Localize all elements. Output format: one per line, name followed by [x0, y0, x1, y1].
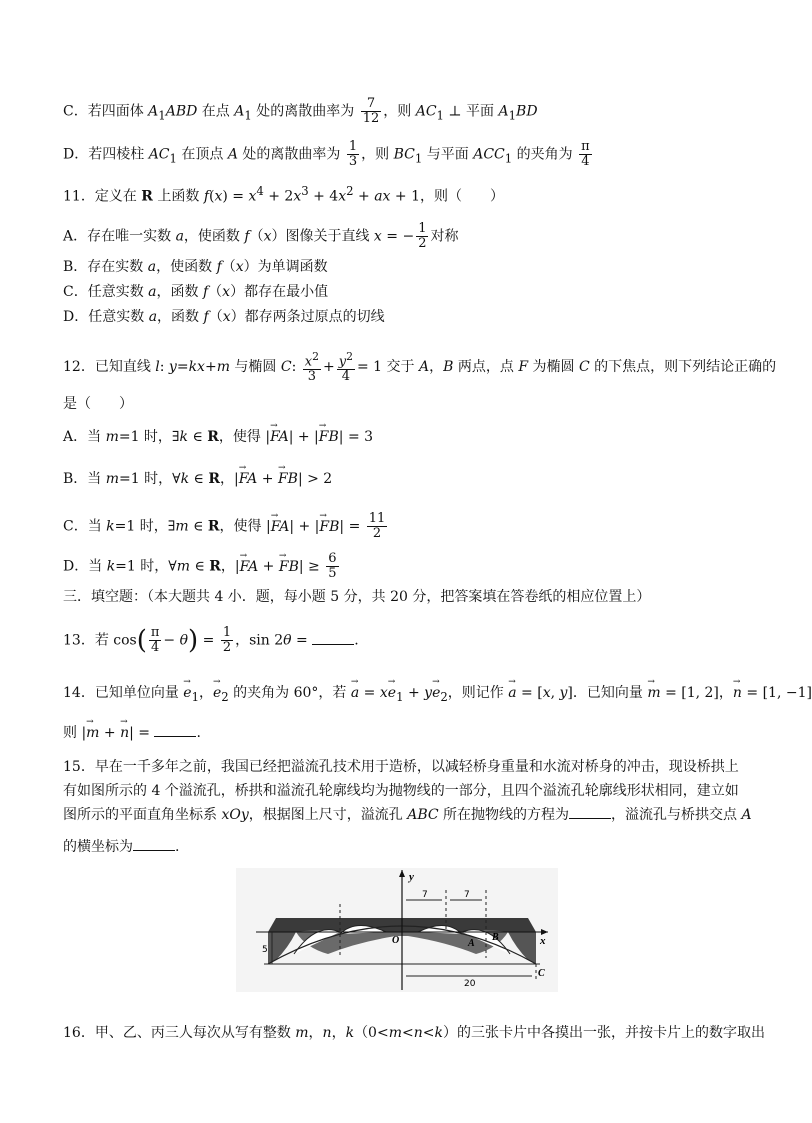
label-o: O [392, 935, 400, 946]
q14-cont: 则 |→ m + → n| = . [63, 724, 201, 742]
q12-option-a: A．当 m=1 时，∃k ∈ R，使得 |→ FA| + |→ FB| = 3 [63, 428, 373, 446]
q11-stem: 11．定义在 R 上函数 $f(x) = x^4 + 2x^3 + 4x^2$ + ax + 1，则（ ） [63, 184, 504, 205]
bridge-figure [236, 868, 558, 992]
q15-line-3: 图所示的平面直角坐标系 xOy，根据图上尺寸，溢流孔 ABC 所在抛物线的方程为 ，溢流孔与桥拱交点 A [63, 807, 752, 823]
q12-stem-cont: 是（ ） [63, 396, 133, 412]
q11-option-c: C．任意实数 a，函数 f（x）都存在最小值 [63, 284, 329, 300]
q11-option-b: B．存在实数 a，使函数 f（x）为单调函数 [63, 259, 328, 275]
q10-option-d: D．若四棱柱 $AC_1$ 在顶点 A 处的离散曲率为 $\frac{1}{3}$ ，则 $BC_1$ 与平面 $ACC_1$ 的夹角为 $\frac{\pi}{4}$ [63, 139, 590, 169]
label-b: B [492, 932, 499, 943]
q11-option-a: A．存在唯一实数 a，使函数 f（x）图像关于直线 x = − $\frac{1}{2}$ 对称 [63, 221, 459, 251]
label-dim-20: 20 [464, 979, 476, 989]
section-3-heading: 三．填空题：（本大题共 4 小．题，每小题 5 分，共 20 分，把答案填在答卷纸的相应位置上） [63, 589, 651, 605]
label-y: y [409, 871, 414, 883]
q15-line-4: 的横坐标为 . [63, 839, 180, 855]
label-a: A [468, 938, 475, 949]
q12-option-d: D．当 k=1 时，∀m ∈ R，|→ FA + → FB| ≥ $\frac{6}{5}$ [63, 552, 341, 581]
q15-line-1: 15．早在一千多年之前，我国已经把溢流孔技术用于造桥，以减轻桥身重量和水流对桥身的冲击，现设桥拱上 [63, 759, 739, 775]
q11-option-d: D．任意实数 a，函数 f（x）都存两条过原点的切线 [63, 309, 385, 325]
q12-stem: 12．已知直线 l: y=kx+m 与椭圆 C: $\frac{x^2}{3}$ + $\frac{y^2}{4}$ = 1 交于 A，B 两点，点 F 为椭圆 C 的下焦点，则下列结论正确的 [63, 350, 777, 385]
label-dim-5: 5 [262, 945, 268, 955]
q15-line-2: 有如图所示的 4 个溢流孔，桥拱和溢流孔轮廓线均为抛物线的一部分，且四个溢流孔轮廓线形状相同，建立如 [63, 783, 739, 799]
q12-option-b: B．当 m=1 时，∀k ∈ R，|→ FA + → FB| > 2 [63, 470, 332, 488]
label-c: C [538, 968, 545, 979]
label-dim-7b: 7 [464, 890, 470, 900]
q14: 14．已知单位向量 → $e_1$，→ $e_2$ 的夹角为 60°，若 → $a = x\to e_1 + y\to e_2$，则记作 → a = [x, y]．已知向量 → m = [1, 2]，→ n = [1, −1] [63, 684, 812, 706]
label-dim-7a: 7 [422, 890, 428, 900]
q16: 16．甲、乙、丙三人每次从写有整数 m，n，k（0<m<n<k）的三张卡片中各摸出一张，并按卡片上的数字取出 [63, 1025, 765, 1041]
q12-option-c: C．当 k=1 时，∃m ∈ R，使得 |→ FA| + |→ FB| = $\frac{11}{2}$ [63, 512, 389, 541]
q13: 13．若 cos( $\frac{\pi}{4}$ − θ) = $\frac{1}{2}$ ，sin 2θ = . [63, 625, 359, 656]
label-x: x [540, 935, 546, 947]
q10-option-c: C．若四面体 $A_1ABD$ 在点 $A_1$ 处的离散曲率为 $\frac{7}{12}$ ，则 $AC_1$ ⊥ 平面 $A_1BD$ [63, 96, 538, 126]
